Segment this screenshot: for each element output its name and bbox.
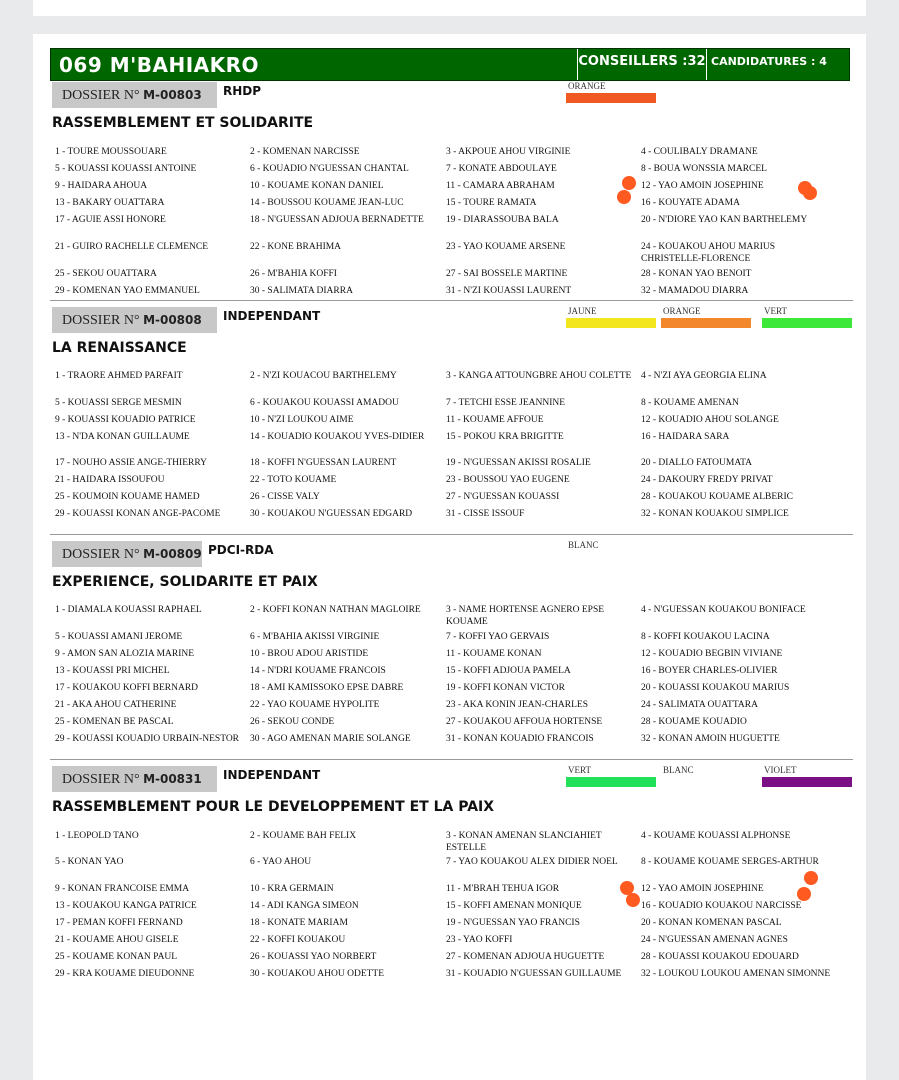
candidate-entry: 2 - KOFFI KONAN NATHAN MAGLOIRE [250,605,421,615]
color-swatch [762,318,852,328]
candidate-entry: 11 - M'BRAH TEHUA IGOR [446,884,560,894]
dossier-label: DOSSIER N° [62,88,144,103]
color-label: VERT [764,306,787,316]
candidate-entry: 19 - DIARASSOUBA BALA [446,215,559,225]
candidate-entry: 5 - KONAN YAO [55,857,124,867]
candidate-entry: 3 - AKPOUE AHOU VIRGINIE [446,147,571,157]
list-name: RASSEMBLEMENT POUR LE DEVELOPPEMENT ET LA PAIX [52,799,495,815]
candidate-entry: 7 - YAO KOUAKOU ALEX DIDIER NOEL [446,857,618,867]
candidate-entry: 31 - CISSE ISSOUF [446,509,525,519]
candidate-entry: 12 - KOUADIO BEGBIN VIVIANE [641,649,783,659]
candidate-entry: 22 - TOTO KOUAME [250,475,337,485]
candidate-entry: 22 - KOFFI KOUAKOU [250,935,346,945]
candidate-entry: 20 - KOUASSI KOUAKOU MARIUS [641,683,790,693]
candidate-entry: 32 - KONAN KOUAKOU SIMPLICE [641,509,789,519]
candidate-entry: 24 - KOUAKOU AHOU MARIUS CHRISTELLE-FLORENCE [641,242,776,264]
candidate-entry: 13 - BAKARY OUATTARA [55,198,165,208]
candidate-entry: 1 - LEOPOLD TANO [55,831,139,841]
dossier-number [52,541,202,567]
color-label: VIOLET [764,765,797,775]
candidate-entry: 20 - KONAN KOMENAN PASCAL [641,918,782,928]
candidate-entry: 2 - N'ZI KOUACOU BARTHELEMY [250,371,397,381]
candidate-entry: 11 - KOUAME KONAN [446,649,542,659]
candidate-entry: 30 - KOUAKOU AHOU ODETTE [250,969,385,979]
candidate-entry: 9 - HAIDARA AHOUA [55,181,148,191]
candidate-entry: 16 - KOUYATE ADAMA [641,198,740,208]
dossier-number [52,82,217,108]
candidate-entry: 16 - KOUADIO KOUAKOU NARCISSE [641,901,802,911]
candidate-entry: 28 - KOUAKOU KOUAME ALBERIC [641,492,793,502]
annotation-mark [804,871,818,885]
candidate-entry: 12 - YAO AMOIN JOSEPHINE [641,884,764,894]
annotation-mark [803,186,817,200]
candidate-entry: 15 - TOURE RAMATA [446,198,537,208]
candidate-entry: 2 - KOUAME BAH FELIX [250,831,357,841]
color-label: JAUNE [568,306,597,316]
candidate-entry: 1 - DIAMALA KOUASSI RAPHAEL [55,605,202,615]
candidate-entry: 11 - KOUAME AFFOUE [446,415,544,425]
candidate-entry: 30 - SALIMATA DIARRA [250,286,353,296]
candidate-entry: 1 - TRAORE AHMED PARFAIT [55,371,183,381]
candidate-list-section [50,82,853,312]
candidate-entry: 23 - BOUSSOU YAO EUGENE [446,475,570,485]
candidate-entry: 8 - KOUAME AMENAN [641,398,739,408]
section-divider [50,759,853,760]
candidate-entry: 21 - HAIDARA ISSOUFOU [55,475,165,485]
color-label: ORANGE [568,81,606,91]
candidate-entry: 29 - KOUASSI KOUADIO URBAIN-NESTOR [55,734,240,744]
candidate-entry: 28 - KONAN YAO BENOIT [641,269,752,279]
candidate-entry: 29 - KOMENAN YAO EMMANUEL [55,286,200,296]
candidate-entry: 6 - M'BAHIA AKISSI VIRGINIE [250,632,380,642]
candidate-entry: 20 - DIALLO FATOUMATA [641,458,753,468]
color-label: BLANC [568,540,599,550]
candidate-entry: 15 - KOFFI AMENAN MONIQUE [446,901,582,911]
candidate-list-section [50,766,853,996]
candidate-entry: 19 - N'GUESSAN AKISSI ROSALIE [446,458,591,468]
candidate-entry: 25 - KOMENAN BE PASCAL [55,717,174,727]
candidate-entry: 28 - KOUAME KOUADIO [641,717,747,727]
party-name: RHDP [223,84,262,98]
candidate-entry: 25 - KOUMOIN KOUAME HAMED [55,492,200,502]
candidate-entry: 20 - N'DIORE YAO KAN BARTHELEMY [641,215,808,225]
party-name: INDEPENDANT [223,768,321,782]
color-swatch [661,318,751,328]
candidate-entry: 13 - KOUASSI PRI MICHEL [55,666,170,676]
dossier-label: DOSSIER N° [62,772,144,787]
candidate-entry: 17 - PEMAN KOFFI FERNAND [55,918,183,928]
circonscription-header [50,48,850,81]
candidate-list-section [50,541,853,771]
candidate-entry: 32 - LOUKOU LOUKOU AMENAN SIMONNE [641,969,831,979]
candidate-entry: 29 - KOUASSI KONAN ANGE-PACOME [55,509,221,519]
list-name: RASSEMBLEMENT ET SOLIDARITE [52,115,314,131]
candidate-entry: 11 - CAMARA ABRAHAM [446,181,555,191]
color-swatch [566,552,656,562]
candidate-entry: 17 - KOUAKOU KOFFI BERNARD [55,683,199,693]
candidate-entry: 31 - KOUADIO N'GUESSAN GUILLAUME [446,969,622,979]
candidatures-count: CANDIDATURES : 4 [711,55,827,68]
color-swatch [661,777,751,787]
candidate-entry: 23 - YAO KOUAME ARSENE [446,242,566,252]
candidate-entry: 8 - KOUAME KOUAME SERGES-ARTHUR [641,857,819,867]
candidate-entry: 30 - AGO AMENAN MARIE SOLANGE [250,734,411,744]
candidate-entry: 6 - YAO AHOU [250,857,312,867]
candidate-entry: 3 - NAME HORTENSE AGNERO EPSE KOUAME [446,605,605,627]
annotation-mark [622,176,636,190]
candidate-entry: 12 - KOUADIO AHOU SOLANGE [641,415,779,425]
candidate-entry: 7 - KONATE ABDOULAYE [446,164,557,174]
candidate-entry: 12 - YAO AMOIN JOSEPHINE [641,181,764,191]
dossier-number [52,307,217,333]
circonscription-title: 069 M'BAHIAKRO [59,53,260,77]
previous-page-strip [33,0,866,16]
candidate-entry: 24 - N'GUESSAN AMENAN AGNES [641,935,788,945]
candidate-entry: 21 - AKA AHOU CATHERINE [55,700,177,710]
candidate-entry: 8 - BOUA WONSSIA MARCEL [641,164,767,174]
color-swatch [762,777,852,787]
candidate-entry: 29 - KRA KOUAME DIEUDONNE [55,969,195,979]
dossier-number [52,766,217,792]
candidate-entry: 2 - KOMENAN NARCISSE [250,147,360,157]
candidate-entry: 27 - KOUAKOU AFFOUA HORTENSE [446,717,603,727]
candidate-entry: 3 - KANGA ATTOUNGBRE AHOU COLETTE [446,371,632,381]
section-divider [50,534,853,535]
annotation-mark [626,893,640,907]
candidate-entry: 19 - KOFFI KONAN VICTOR [446,683,565,693]
color-swatch [566,93,656,103]
candidate-entry: 24 - DAKOURY FREDY PRIVAT [641,475,773,485]
candidate-entry: 14 - N'DRI KOUAME FRANCOIS [250,666,386,676]
candidate-entry: 4 - COULIBALY DRAMANE [641,147,758,157]
candidate-entry: 22 - KONE BRAHIMA [250,242,342,252]
candidate-entry: 6 - KOUAKOU KOUASSI AMADOU [250,398,399,408]
candidate-entry: 9 - AMON SAN ALOZIA MARINE [55,649,195,659]
candidate-entry: 16 - BOYER CHARLES-OLIVIER [641,666,778,676]
candidate-entry: 9 - KOUASSI KOUADIO PATRICE [55,415,196,425]
candidate-entry: 3 - KONAN AMENAN SLANCIAHIET ESTELLE [446,831,602,853]
candidate-entry: 31 - KONAN KOUADIO FRANCOIS [446,734,594,744]
candidate-entry: 4 - N'ZI AYA GEORGIA ELINA [641,371,767,381]
section-divider [50,300,853,301]
color-label: ORANGE [663,306,701,316]
color-label: VERT [568,765,591,775]
candidate-entry: 25 - KOUAME KONAN PAUL [55,952,178,962]
candidate-entry: 10 - BROU ADOU ARISTIDE [250,649,369,659]
candidate-entry: 5 - KOUASSI KOUASSI ANTOINE [55,164,197,174]
candidate-list-section [50,307,853,537]
candidate-entry: 32 - KONAN AMOIN HUGUETTE [641,734,780,744]
annotation-mark [617,190,631,204]
candidate-entry: 1 - TOURE MOUSSOUARE [55,147,167,157]
candidate-entry: 7 - KOFFI YAO GERVAIS [446,632,550,642]
candidate-entry: 6 - KOUADIO N'GUESSAN CHANTAL [250,164,409,174]
dossier-code: M-00803 [143,88,202,102]
candidate-entry: 26 - SEKOU CONDE [250,717,335,727]
conseillers-count: CONSEILLERS :32 [577,49,707,80]
candidate-entry: 22 - YAO KOUAME HYPOLITE [250,700,380,710]
color-swatch [566,777,656,787]
candidate-entry: 10 - N'ZI LOUKOU AIME [250,415,354,425]
dossier-code: M-00831 [143,772,202,786]
candidate-entry: 13 - N'DA KONAN GUILLAUME [55,432,190,442]
candidate-entry: 15 - POKOU KRA BRIGITTE [446,432,564,442]
candidate-entry: 8 - KOFFI KOUAKOU LACINA [641,632,770,642]
candidate-entry: 16 - HAIDARA SARA [641,432,730,442]
candidate-entry: 10 - KOUAME KONAN DANIEL [250,181,384,191]
candidate-entry: 26 - KOUASSI YAO NORBERT [250,952,377,962]
candidate-entry: 24 - SALIMATA OUATTARA [641,700,758,710]
candidate-entry: 25 - SEKOU OUATTARA [55,269,157,279]
candidate-entry: 14 - BOUSSOU KOUAME JEAN-LUC [250,198,404,208]
candidate-entry: 27 - SAI BOSSELE MARTINE [446,269,568,279]
annotation-mark [797,887,811,901]
dossier-code: M-00809 [143,547,202,561]
candidate-entry: 14 - KOUADIO KOUAKOU YVES-DIDIER [250,432,425,442]
candidate-entry: 27 - KOMENAN ADJOUA HUGUETTE [446,952,605,962]
candidate-entry: 27 - N'GUESSAN KOUASSI [446,492,560,502]
list-name: EXPERIENCE, SOLIDARITE ET PAIX [52,574,318,590]
color-label: BLANC [663,765,694,775]
candidate-entry: 17 - AGUIE ASSI HONORE [55,215,166,225]
candidate-entry: 7 - TETCHI ESSE JEANNINE [446,398,566,408]
party-name: PDCI-RDA [208,543,274,557]
candidate-entry: 10 - KRA GERMAIN [250,884,334,894]
candidate-entry: 15 - KOFFI ADJOUA PAMELA [446,666,571,676]
dossier-code: M-00808 [143,313,202,327]
candidate-entry: 21 - GUIRO RACHELLE CLEMENCE [55,242,209,252]
candidate-entry: 18 - KONATE MARIAM [250,918,348,928]
candidate-entry: 9 - KONAN FRANCOISE EMMA [55,884,190,894]
candidate-entry: 19 - N'GUESSAN YAO FRANCIS [446,918,580,928]
candidate-entry: 4 - N'GUESSAN KOUAKOU BONIFACE [641,605,806,615]
list-name: LA RENAISSANCE [52,340,187,356]
candidate-entry: 18 - AMI KAMISSOKO EPSE DABRE [250,683,404,693]
candidate-entry: 30 - KOUAKOU N'GUESSAN EDGARD [250,509,413,519]
candidate-entry: 14 - ADI KANGA SIMEON [250,901,359,911]
candidate-entry: 23 - AKA KONIN JEAN-CHARLES [446,700,588,710]
candidate-entry: 18 - N'GUESSAN ADJOUA BERNADETTE [250,215,424,225]
candidate-entry: 4 - KOUAME KOUASSI ALPHONSE [641,831,791,841]
candidate-entry: 28 - KOUASSI KOUAKOU EDOUARD [641,952,799,962]
color-swatch [566,318,656,328]
candidate-entry: 23 - YAO KOFFI [446,935,513,945]
candidate-entry: 26 - M'BAHIA KOFFI [250,269,337,279]
candidate-entry: 21 - KOUAME AHOU GISELE [55,935,179,945]
candidate-entry: 31 - N'ZI KOUASSI LAURENT [446,286,572,296]
candidate-entry: 5 - KOUASSI SERGE MESMIN [55,398,182,408]
dossier-label: DOSSIER N° [62,547,144,562]
candidate-entry: 32 - MAMADOU DIARRA [641,286,749,296]
candidate-entry: 17 - NOUHO ASSIE ANGE-THIERRY [55,458,207,468]
candidate-entry: 13 - KOUAKOU KANGA PATRICE [55,901,197,911]
party-name: INDEPENDANT [223,309,321,323]
candidate-entry: 18 - KOFFI N'GUESSAN LAURENT [250,458,397,468]
candidate-entry: 5 - KOUASSI AMANI JEROME [55,632,183,642]
dossier-label: DOSSIER N° [62,313,144,328]
candidate-entry: 26 - CISSE VALY [250,492,320,502]
